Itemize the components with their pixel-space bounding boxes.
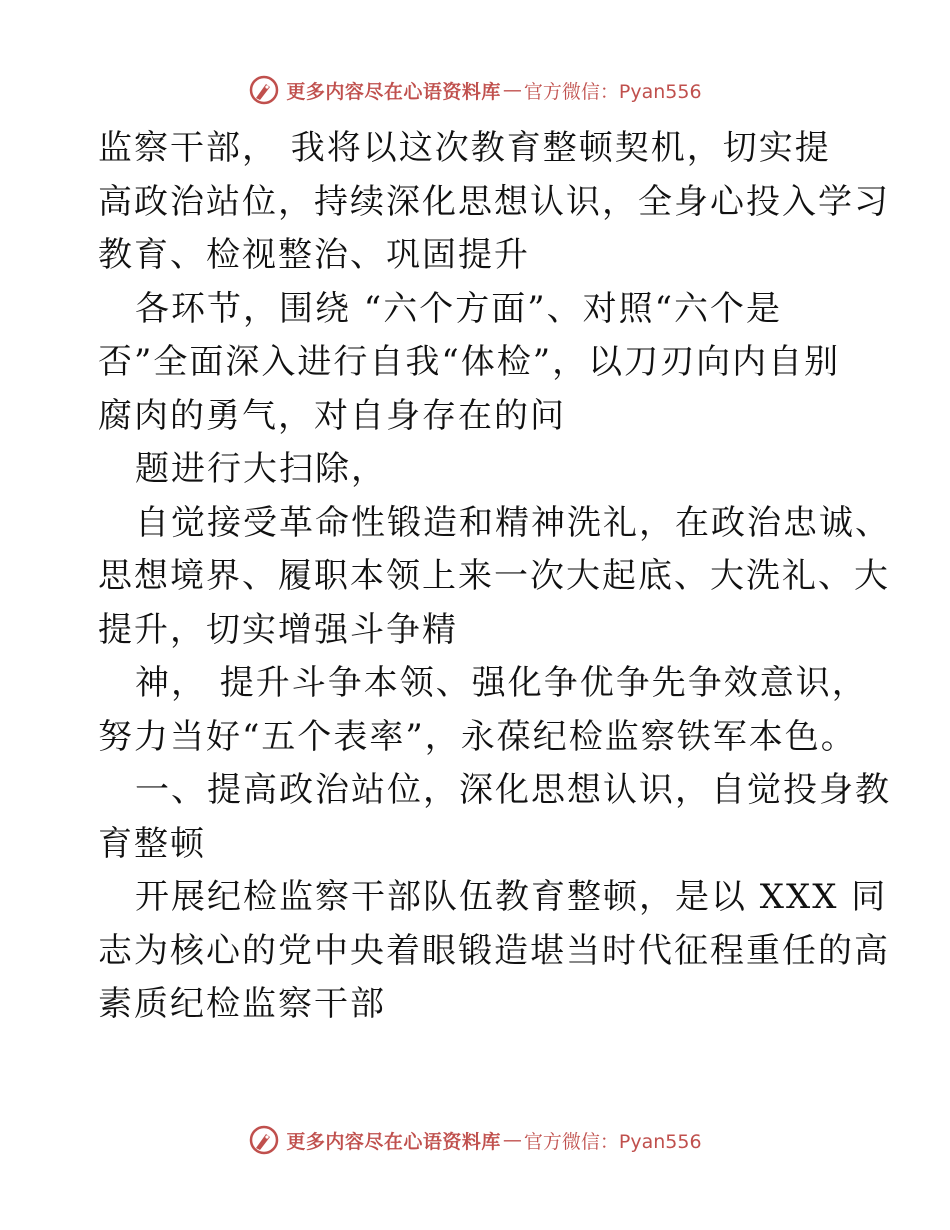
pen-nib-circle-icon bbox=[248, 1124, 280, 1156]
banner-separator: — bbox=[502, 79, 522, 101]
section-heading-cont: 育整顿 bbox=[98, 823, 206, 864]
banner-title: 更多内容尽在心语资料库 bbox=[286, 80, 501, 103]
text-line: 教育、检视整治、巩固提升 bbox=[98, 235, 530, 275]
banner-wechat: 官方微信：Pyan556 bbox=[523, 1130, 702, 1153]
text-line: 素质纪检监察干部 bbox=[98, 984, 386, 1024]
banner-wechat: 官方微信：Pyan556 bbox=[523, 80, 702, 103]
text-line: 开展纪检监察干部队伍教育整顿，是以 XXX 同 bbox=[135, 877, 888, 917]
text-line: 监察干部， 我将以这次教育整顿契机，切实提 bbox=[98, 128, 831, 168]
text-line: 题进行大扫除， bbox=[135, 449, 387, 489]
pen-nib-circle-icon bbox=[248, 74, 280, 106]
banner-separator: — bbox=[502, 1129, 522, 1151]
section-heading: 一、提高政治站位，深化思想认识，自觉投身教 bbox=[135, 770, 891, 810]
banner-title: 更多内容尽在心语资料库 bbox=[286, 1130, 501, 1153]
text-line: 志为核心的党中央着眼锻造堪当时代征程重任的高 bbox=[98, 930, 890, 971]
footer-banner bbox=[0, 1120, 950, 1160]
text-line: 提升，切实增强斗争精 bbox=[98, 609, 458, 650]
text-line: 努力当好“五个表率”，永葆纪检监察铁军本色。 bbox=[98, 716, 857, 757]
document-body bbox=[98, 122, 891, 1032]
text-line: 思想境界、履职本领上来一次大起底、大洗礼、大 bbox=[98, 556, 890, 596]
header-banner bbox=[0, 70, 950, 110]
text-line: 否”全面深入进行自我“体检”，以刀刃向内自别 bbox=[98, 342, 841, 382]
text-line: 腐肉的勇气，对自身存在的问 bbox=[98, 395, 566, 436]
text-line: 各环节，围绕 “六个方面”、对照“六个是 bbox=[135, 288, 782, 329]
text-line: 自觉接受革命性锻造和精神洗礼，在政治忠诚、 bbox=[135, 502, 891, 543]
text-line: 高政治站位，持续深化思想认识，全身心投入学习 bbox=[98, 181, 890, 222]
text-line: 神， 提升斗争本领、强化争优争先争效意识， bbox=[135, 663, 868, 703]
